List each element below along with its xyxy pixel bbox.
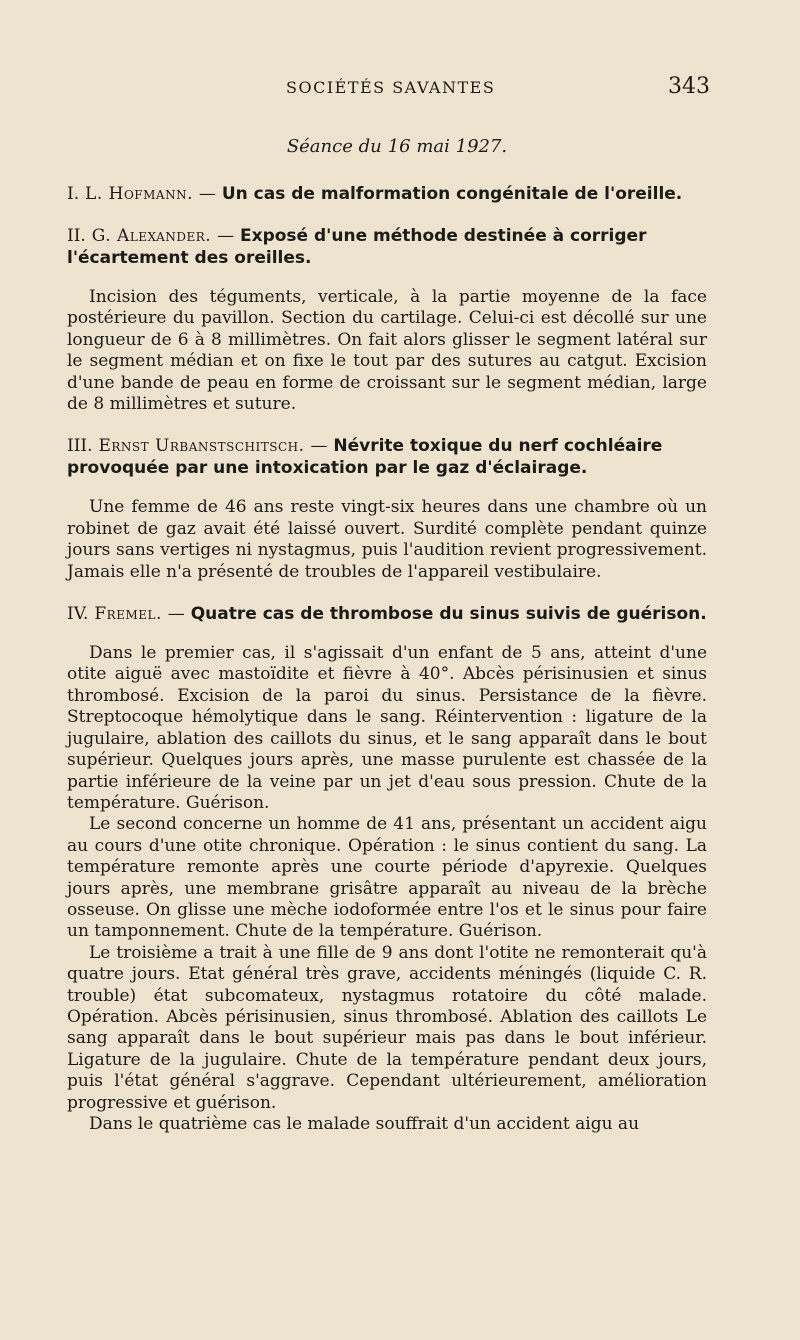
article-number: III. bbox=[67, 436, 93, 457]
article-heading: Névrite toxique du nerf cochléaire provoquée par une intoxication par le gaz d'éclairage. bbox=[67, 436, 663, 479]
paragraph: Incision des téguments, verticale, à la partie moyenne de la face postérieure du pavillon. Section du cartilage. Celui-ci est décollé sur une longueur de 6 à 8 millimètres. On fait alors glisser le segment latéral sur le segment médian et on fixe le tout par des sutures au catgut. Excision d'une bande de peau en forme de croissant sur le segment médian, large de 8 millimètres et suture. bbox=[67, 287, 707, 415]
page-number: 343 bbox=[668, 74, 710, 99]
session-prefix: Séance du bbox=[286, 136, 382, 157]
article-2 bbox=[67, 225, 707, 415]
article-title bbox=[67, 435, 707, 479]
article-heading: Un cas de malformation congénitale de l'oreille. bbox=[221, 184, 683, 204]
article-author: Fremel. bbox=[94, 604, 162, 625]
article-heading: Quatre cas de thrombose du sinus suivis de guérison. bbox=[190, 604, 707, 625]
article-number: I. bbox=[67, 184, 80, 204]
session-date: 16 mai 1927. bbox=[387, 136, 508, 157]
paragraph: Dans le quatrième cas le malade souffrait d'un accident aigu au bbox=[89, 1114, 640, 1134]
title-dash: — bbox=[198, 184, 216, 204]
article-author: L. Hofmann. bbox=[85, 184, 193, 204]
paragraph: Le second concerne un homme de 41 ans, présentant un accident aigu au cours d'une otite chronique. Opération : le sinus contient du sang. La température remonte après une courte période d'apyrexie. Quelques jours après, une membrane grisâtre apparaît au niveau de la brèche osseuse. On glisse une mèche iodoformée entre l'os et le sinus pour faire un tamponnement. Chute de la température. Guérison. bbox=[67, 814, 707, 942]
article-heading: Exposé d'une méthode destinée à corriger l'écartement des oreilles. bbox=[67, 226, 647, 268]
paragraph: Le troisième a trait à une fille de 9 ans dont l'otite ne remonterait qu'à quatre jours. Etat général très grave, accidents méningés (liquide C. R. trouble) état subcomateux, nystagmus rotatoire du côté malade. Opération. Abcès périsinusien, sinus thrombosé. Ablation des caillots Le sang apparaît dans le bout supérieur mais pas dans le bout inférieur. Ligature de la jugulaire. Chute de la température pendant deux jours, puis l'état général s'aggrave. Cependant ultérieurement, amélioration progressive et guérison. bbox=[67, 942, 707, 1113]
article-title bbox=[67, 225, 707, 269]
title-dash: — bbox=[217, 226, 235, 246]
page-header bbox=[0, 74, 800, 102]
running-head: SOCIÉTÉS SAVANTES bbox=[286, 78, 496, 97]
article-4 bbox=[67, 603, 707, 1135]
article-1 bbox=[67, 183, 707, 205]
article-author: G. Alexander. bbox=[91, 226, 212, 246]
article-number: II. bbox=[67, 226, 86, 246]
article-number: IV. bbox=[67, 604, 89, 625]
paragraph: Une femme de 46 ans reste vingt-six heures dans une chambre où un robinet de gaz avait été laissé ouvert. Surdité complète pendant quinze jours sans vertiges ni nystagmus, puis l'audition revient progressivement. Jamais elle n'a présenté de troubles de l'appareil vestibulaire. bbox=[67, 497, 707, 582]
title-dash: — bbox=[167, 604, 185, 625]
session-heading bbox=[0, 136, 800, 157]
title-dash: — bbox=[310, 436, 328, 457]
article-3 bbox=[67, 435, 707, 583]
paragraph: Dans le premier cas, il s'agissait d'un enfant de 5 ans, atteint d'une otite aiguë avec mastoïdite et fièvre à 40°. Abcès périsinusien et sinus thrombosé. Excision de la paroi du sinus. Persistance de la fièvre. Streptocoque hémolytique dans le sang. Réintervention : ligature de la jugulaire, ablation des caillots du sinus, et le sang apparaît dans le bout supérieur. Quelques jours après, une masse purulente est chassée de la partie inférieure de la veine par un jet d'eau sous pression. Chute de la température. Guérison. bbox=[67, 643, 707, 813]
article-title bbox=[67, 183, 707, 205]
article-body bbox=[67, 183, 707, 1155]
article-author: Ernst Urbanstschitsch. bbox=[98, 436, 305, 457]
article-title bbox=[67, 603, 707, 625]
